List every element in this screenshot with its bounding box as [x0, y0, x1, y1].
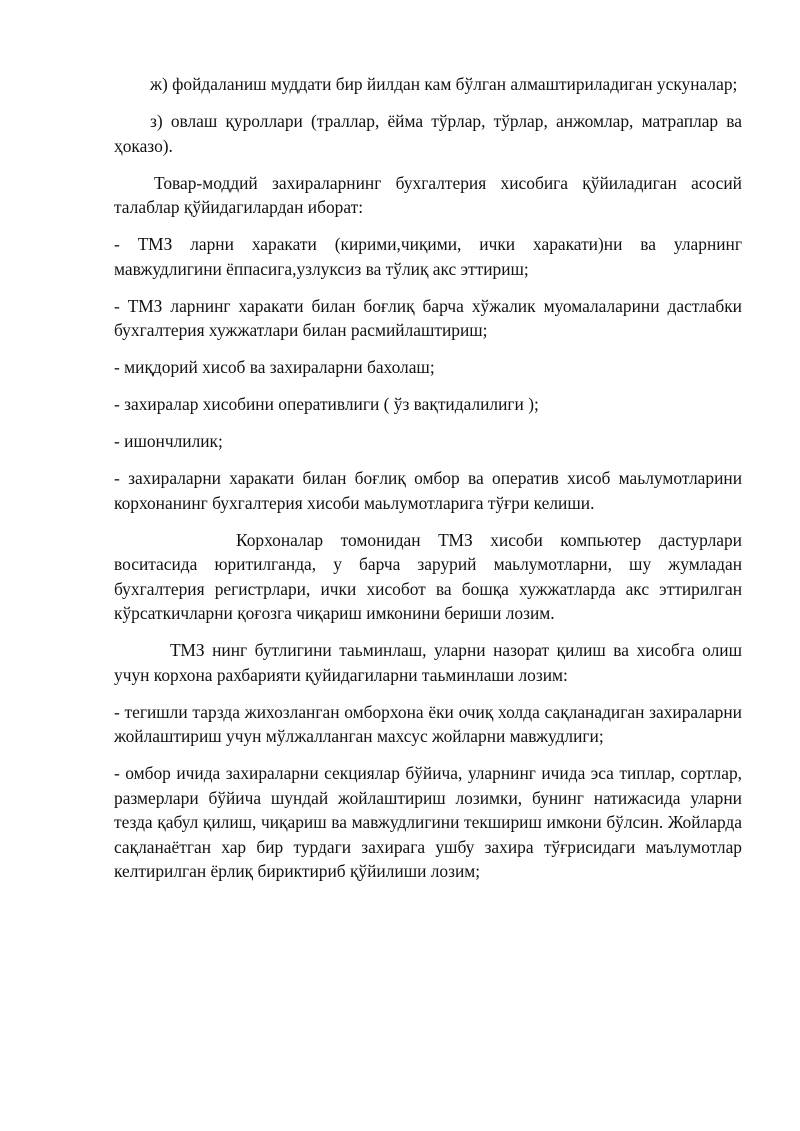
document-body: [114, 72, 742, 896]
paragraph-requirement-5: - ишончлилик;: [114, 431, 223, 451]
paragraph-list-item-z: з) овлаш қуроллари (траллар, ёйма тўрлар, тўрлар, анжомлар, матраплар ва ҳоказо).: [114, 111, 742, 156]
paragraph-requirement-6: - захираларни харакати билан боғлиқ омбор ва оператив хисоб маьлумотларини корхонанинг бухгалтерия хисоби маьлумотларига тўғри келиши.: [114, 468, 742, 513]
paragraph-duty-1: - тегишли тарзда жихозланган омборхона ёки очиқ холда сақланадиган захираларни жойлаштириш учун мўлжалланган махсус жойларни мавжудлиги;: [114, 701, 742, 746]
paragraph-requirement-1: - ТМЗ ларни харакати (кирими,чиқими, ички харакати)ни ва уларнинг мавжудлигини ёппасига,узлуксиз ва тўлиқ акс эттириш;: [114, 234, 742, 279]
paragraph-requirement-4: - захиралар хисобини оперативлиги ( ўз вақтидалилиги );: [114, 394, 539, 414]
paragraph-computer-accounting: Корхоналар томонидан ТМЗ хисоби компьютер дастурлари воситасида юритилганда, у барча зарурий маьлумотларни, шу жумладан бухгалтерия регистрлари, ички хисобот ва бошқа хужжатларда акс эттирилган кўрсаткичларни қоғозга чиқариш имконини бериши лозим.: [114, 529, 742, 623]
paragraph-requirement-2: - ТМЗ ларнинг харакати билан боғлиқ барча хўжалик муомалаларини дастлабки бухгалтерия хужжатлари билан расмийлаштириш;: [114, 295, 742, 340]
paragraph-requirement-3: - миқдорий хисоб ва захираларни бахолаш;: [114, 357, 435, 377]
paragraph-requirements-intro: Товар-моддий захираларнинг бухгалтерия хисобига қўйиладиган асосий талаблар қўйидагилардан иборат:: [114, 172, 742, 217]
paragraph-duty-2: - омбор ичида захираларни секциялар бўйича, уларнинг ичида эса типлар, сортлар, размерлари бўйича шундай жойлаштириш лозимки, бунинг натижасида уларни тезда қабул қилиш, чиқариш ва мавжудлигини текшириш имкони бўлсин. Жойларда сақланаётган хар бир турдаги захирага ушбу захира тўғрисидаги маълумотлар келтирилган ёрлиқ бириктириб қўйилиши лозим;: [114, 763, 742, 881]
paragraph-list-item-zh: ж) фойдаланиш муддати бир йилдан кам бўлган алмаштириладиган ускуналар;: [150, 74, 738, 94]
paragraph-management-duties: ТМЗ нинг бутлигини таьминлаш, уларни назорат қилиш ва хисобга олиш учун корхона рахбарияти қуйидагиларни таьминлаши лозим:: [114, 640, 742, 685]
